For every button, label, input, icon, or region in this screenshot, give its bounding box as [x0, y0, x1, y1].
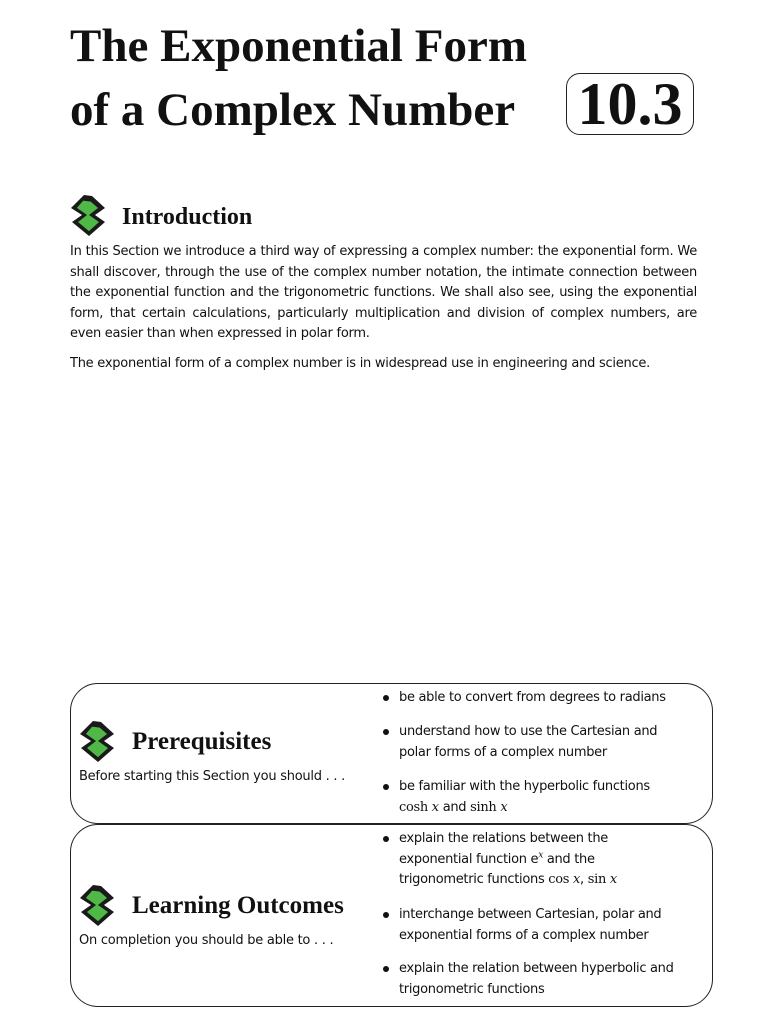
bullet-icon	[383, 695, 389, 701]
title-line-2: of a Complex Number	[70, 84, 516, 136]
page-title	[70, 14, 527, 142]
prerequisites-subtext: Before starting this Section you should . . .	[79, 769, 346, 784]
arrow-icon	[77, 718, 119, 764]
list-item: be able to convert from degrees to radians	[383, 688, 699, 709]
list-item: understand how to use the Cartesian and polar forms of a complex number	[383, 722, 679, 763]
bullet-icon	[383, 836, 389, 842]
list-item: explain the relation between hyperbolic and trigonometric functions	[383, 959, 699, 1000]
intro-paragraph-2: The exponential form of a complex number is in widespread use in engineering and science.	[70, 356, 651, 371]
arrow-icon	[68, 192, 110, 238]
prerequisites-heading: Prerequisites	[132, 728, 272, 755]
bullet-icon	[383, 729, 389, 735]
bullet-icon	[383, 912, 389, 918]
intro-paragraph-1: In this Section we introduce a third way of expressing a complex number: the exponential form. We shall discover, through the use of the complex number notation, the intimate connection between the exponential function and the trigonometric functions. We shall also see, using the exponential form, that certain calculations, particularly multiplication and division of complex numbers, are even easier than when expressed in polar form.	[70, 244, 697, 341]
introduction-heading: Introduction	[122, 204, 253, 230]
bullet-icon	[383, 784, 389, 790]
title-line-1: The Exponential Form	[70, 20, 527, 72]
section-number-badge: 10.3	[566, 73, 694, 135]
learning-outcomes-subtext: On completion you should be able to . . .	[79, 933, 334, 948]
list-item: be familiar with the hyperbolic functions cosh x and sinh x	[383, 777, 699, 818]
arrow-icon	[77, 882, 119, 928]
list-item: interchange between Cartesian, polar and exponential forms of a complex number	[383, 905, 689, 946]
list-item: explain the relations between the exponential function $e^x$ and the trigonometric functions cos x, sin x	[383, 829, 699, 891]
learning-outcomes-heading: Learning Outcomes	[132, 892, 344, 919]
bullet-icon	[383, 966, 389, 972]
